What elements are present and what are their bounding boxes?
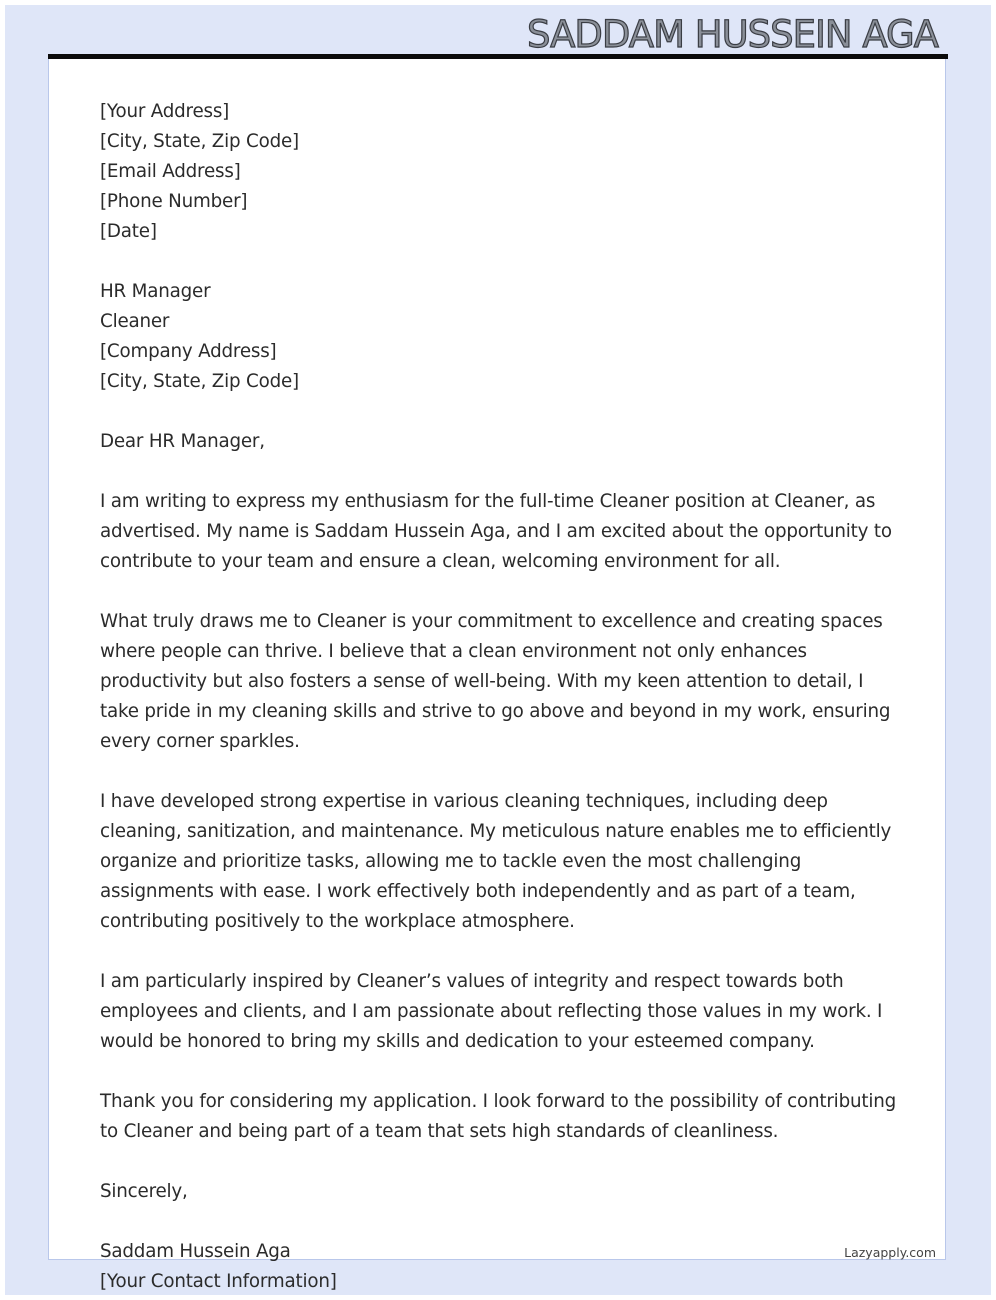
sender-email: [Email Address] — [100, 161, 241, 182]
signature-name: Saddam Hussein Aga — [100, 1241, 291, 1262]
body-paragraph-1: I am writing to express my enthusiasm for the full-time Cleaner position at Cleaner, as advertised. My name is Saddam Hussein Aga, and I am excited about the opportunity to contribute to your team and ensure a clean, welcoming environment for all. — [100, 491, 892, 572]
recipient-name: HR Manager — [100, 281, 211, 302]
recipient-address: [Company Address] — [100, 341, 277, 362]
body-paragraph-2: What truly draws me to Cleaner is your commitment to excellence and creating spaces where people can thrive. I believe that a clean environment not only enhances productivity but also fosters a sense of well-being. With my keen attention to detail, I take pride in my cleaning skills and strive to go above and beyond in my work, ensuring every corner sparkles. — [100, 611, 891, 752]
body-paragraph-5: Thank you for considering my application. I look forward to the possibility of contributing to Cleaner and being part of a team that sets high standards of cleanliness. — [100, 1091, 896, 1142]
cover-letter — [100, 97, 900, 1297]
body-paragraph-4: I am particularly inspired by Cleaner’s values of integrity and respect towards both employees and clients, and I am passionate about reflecting those values in my work. I would be honored to bring my skills and dedication to your esteemed company. — [100, 971, 883, 1052]
recipient-company: Cleaner — [100, 311, 170, 332]
closing: Sincerely, — [100, 1181, 188, 1202]
sender-city-state-zip: [City, State, Zip Code] — [100, 131, 299, 152]
salutation: Dear HR Manager, — [100, 431, 265, 452]
recipient-city-state-zip: [City, State, Zip Code] — [100, 371, 299, 392]
body-paragraph-3: I have developed strong expertise in various cleaning techniques, including deep cleaning, sanitization, and maintenance. My meticulous nature enables me to efficiently organize and prioritize tasks, allowing me to tackle even the most challenging assignments with ease. I work effectively both independently and as part of a team, contributing positively to the workplace atmosphere. — [100, 791, 892, 932]
letter-date: [Date] — [100, 221, 157, 242]
signature-contact: [Your Contact Information] — [100, 1271, 337, 1292]
watermark: Lazyapply.com — [844, 1245, 936, 1260]
sender-phone: [Phone Number] — [100, 191, 248, 212]
header-name: SADDAM HUSSEIN AGA — [526, 13, 938, 56]
sender-address: [Your Address] — [100, 101, 230, 122]
